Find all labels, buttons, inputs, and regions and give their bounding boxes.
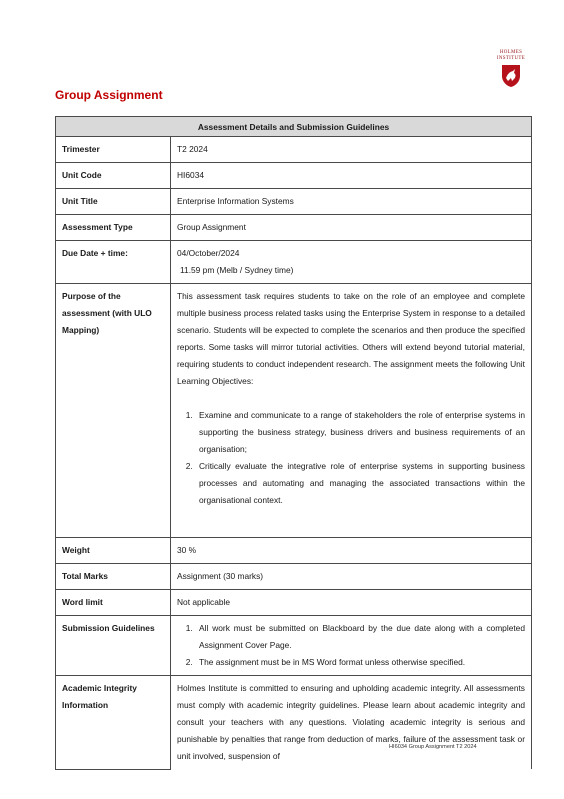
due-time-value: 11.59 pm (Melb / Sydney time) bbox=[180, 265, 294, 275]
purpose-cell bbox=[171, 284, 532, 538]
word-limit-value: Not applicable bbox=[171, 590, 532, 616]
table-row bbox=[56, 137, 532, 163]
table-row bbox=[56, 284, 532, 538]
assessment-type-label: Assessment Type bbox=[56, 215, 171, 241]
holmes-logo bbox=[491, 50, 531, 88]
weight-value: 30 % bbox=[171, 538, 532, 564]
table-row bbox=[56, 616, 532, 676]
table-row bbox=[56, 590, 532, 616]
submission-guidelines-list bbox=[177, 620, 525, 671]
trimester-value: T2 2024 bbox=[171, 137, 532, 163]
purpose-intro: This assessment task requires students to take on the role of an employee and complete multiple business process related tasks using the Enterprise System in response to a detailed scenario. Students will be expected to complete the scenarios and then produce the specified reports. Some tasks will mirror tutorial activities. Others will extend beyond tutorial material, requiring students to conduct independent research. The assignment meets the following Unit Learning Objectives: bbox=[177, 291, 525, 386]
due-date-label: Due Date + time: bbox=[56, 241, 171, 284]
submission-label: Submission Guidelines bbox=[56, 616, 171, 676]
learning-objectives-list bbox=[177, 407, 525, 509]
due-date-cell bbox=[171, 241, 532, 284]
table-row bbox=[56, 564, 532, 590]
document-title: Group Assignment bbox=[55, 88, 163, 102]
trimester-label: Trimester bbox=[56, 137, 171, 163]
total-marks-value: Assignment (30 marks) bbox=[171, 564, 532, 590]
list-item: 1. Examine and communicate to a range of stakeholders the role of enterprise systems in supporting the business strategy, business drivers and business requirements of an organisation; bbox=[195, 407, 525, 458]
list-item: 2. Critically evaluate the integrative role of enterprise systems in supporting business processes and automating and managing the associated transactions within the organisational context. bbox=[195, 458, 525, 509]
table-row bbox=[56, 163, 532, 189]
table-row bbox=[56, 538, 532, 564]
unit-code-label: Unit Code bbox=[56, 163, 171, 189]
assessment-type-value: Group Assignment bbox=[171, 215, 532, 241]
word-limit-label: Word limit bbox=[56, 590, 171, 616]
table-row bbox=[56, 189, 532, 215]
table-row bbox=[56, 215, 532, 241]
table-row bbox=[56, 676, 532, 770]
submission-cell bbox=[171, 616, 532, 676]
table-row bbox=[56, 241, 532, 284]
page-footer: HI6034 Group Assignment T2 2024 bbox=[389, 744, 477, 750]
table-header: Assessment Details and Submission Guidelines bbox=[56, 117, 532, 137]
integrity-label: Academic Integrity Information bbox=[56, 676, 171, 770]
assessment-details-table bbox=[55, 116, 532, 770]
purpose-label: Purpose of the assessment (with ULO Mapping) bbox=[56, 284, 171, 538]
unit-title-value: Enterprise Information Systems bbox=[171, 189, 532, 215]
total-marks-label: Total Marks bbox=[56, 564, 171, 590]
due-date-value: 04/October/2024 bbox=[177, 248, 240, 258]
weight-label: Weight bbox=[56, 538, 171, 564]
logo-line1: HOLMES bbox=[499, 50, 523, 55]
shield-crest-icon bbox=[501, 64, 521, 88]
logo-line2: INSTITUTE bbox=[496, 56, 526, 61]
list-item: 2. The assignment must be in MS Word format unless otherwise specified. bbox=[195, 654, 525, 671]
unit-title-label: Unit Title bbox=[56, 189, 171, 215]
integrity-text: Holmes Institute is committed to ensuring and upholding academic integrity. All assessments must comply with academic integrity guidelines. Please learn about academic integrity and consult your teachers with any questions. Violating academic integrity is serious and punishable by penalties that range from deduction of marks, failure of the assessment task or unit involved, suspension of bbox=[171, 676, 532, 770]
list-item: 1. All work must be submitted on Blackboard by the due date along with a completed Assignment Cover Page. bbox=[195, 620, 525, 654]
unit-code-value: HI6034 bbox=[171, 163, 532, 189]
